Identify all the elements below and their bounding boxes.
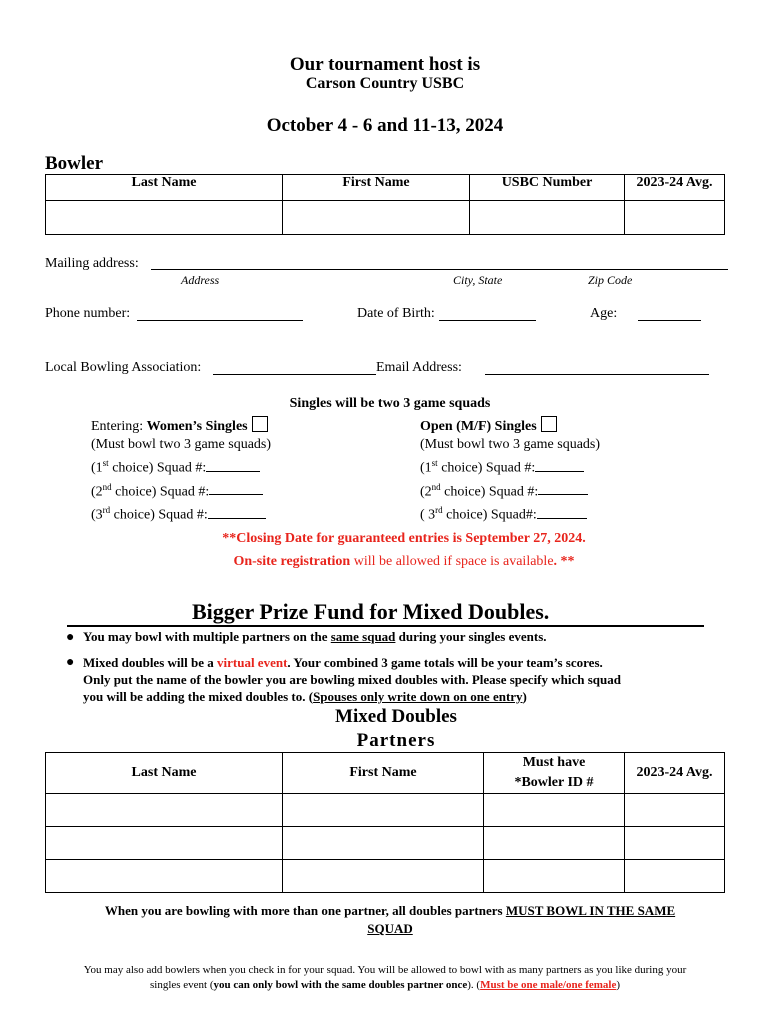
address-sublabel: Address <box>181 273 220 287</box>
open-choice-3-label: choice) Squad#: <box>446 507 537 523</box>
lba-label: Local Bowling Association: <box>45 360 202 375</box>
partner-average-field[interactable] <box>625 827 725 860</box>
table-row <box>46 827 725 860</box>
closing-date: **Closing Date for guaranteed entries is September 27, 2024. <box>222 531 586 546</box>
bullet-icon: ● <box>66 655 75 670</box>
womens-choice-2-label: choice) Squad #: <box>115 484 210 500</box>
ordinal-suffix: rd <box>102 505 111 516</box>
col-usbc-number: USBC Number <box>470 175 625 201</box>
footer-note-text: singles event ( <box>149 979 214 991</box>
bullet2-text-b: . Your combined 3 game totals will be your team’s scores. <box>287 655 603 670</box>
womens-note: (Must bowl two 3 game squads) <box>91 437 272 452</box>
table-row <box>46 794 725 827</box>
doubles-table <box>45 752 725 893</box>
open-choice-1-label: choice) Squad #: <box>441 460 536 476</box>
partner-first-name-field[interactable] <box>283 860 484 893</box>
partner-bowler-id-field[interactable] <box>484 860 625 893</box>
partner-average-field[interactable] <box>625 860 725 893</box>
open-choice-2-field[interactable] <box>538 494 588 495</box>
footer-note-line-1: You may also add bowlers when you check in for your squad. You will be allowed to bowl with as many partners as you like during your <box>83 964 687 976</box>
partners-title: Partners <box>356 730 436 751</box>
womens-singles-title: Women’s Singles <box>146 419 248 434</box>
same-squad-warning <box>20 902 760 938</box>
doubles-col-first-name: First Name <box>283 753 484 794</box>
singles-heading: Singles will be two 3 game squads <box>289 396 491 411</box>
ordinal: 3 <box>95 507 103 523</box>
host-name: Carson Country USBC <box>305 75 465 92</box>
ordinal-suffix: rd <box>435 505 443 516</box>
email-field[interactable] <box>485 374 709 375</box>
prize-fund-title: Bigger Prize Fund for Mixed Doubles. <box>192 599 550 624</box>
open-note: (Must bowl two 3 game squads) <box>420 437 601 452</box>
col-average: 2023-24 Avg. <box>625 175 725 201</box>
warning-text: When you are bowling with more than one partner, all doubles partners <box>104 903 506 918</box>
ordinal: 3 <box>428 507 436 523</box>
footer-note <box>10 963 760 993</box>
doubles-col-bowler-id <box>484 753 625 794</box>
open-choice-3-field[interactable] <box>537 518 587 519</box>
phone-label: Phone number: <box>45 306 131 321</box>
tournament-dates: October 4 - 6 and 11-13, 2024 <box>266 115 504 136</box>
bullet2-line-2: Only put the name of the bowler you are bowling mixed doubles with. Please specify which squad <box>83 672 621 687</box>
womens-singles-block: Entering: Women’s Singles (Must bowl two 3 game squads) (1st choice) Squad #: (2nd choice) Squad #: (3rd choice) Squad #: <box>91 416 271 525</box>
doubles-col-last-name: Last Name <box>46 753 283 794</box>
footer-note-red: Must be one male/one female <box>480 979 617 991</box>
womens-choice-1-label: choice) Squad #: <box>112 460 207 476</box>
womens-choice-3-field[interactable] <box>208 518 266 519</box>
partner-last-name-field[interactable] <box>46 794 283 827</box>
bullet-icon: ● <box>66 630 75 645</box>
ordinal-suffix: st <box>431 458 438 468</box>
onsite-registration-bold: On-site registration <box>233 554 351 569</box>
bullet1-text-b: during your singles events. <box>395 629 547 644</box>
womens-choice-3-label: choice) Squad #: <box>113 507 208 523</box>
womens-singles-checkbox[interactable] <box>252 416 268 432</box>
partner-last-name-field[interactable] <box>46 860 283 893</box>
womens-choice-1-field[interactable] <box>206 471 260 472</box>
ordinal: 2 <box>424 484 432 500</box>
lba-field[interactable] <box>213 374 376 375</box>
open-choice-1-field[interactable] <box>535 471 584 472</box>
usbc-number-field[interactable] <box>470 201 625 235</box>
bullet-multiple-partners <box>83 629 547 645</box>
open-singles-title: Open (M/F) Singles <box>420 419 537 434</box>
warning-underline-2: SQUAD <box>367 921 413 936</box>
bowler-table <box>45 174 725 235</box>
zip-sublabel: Zip Code <box>588 273 633 287</box>
partner-average-field[interactable] <box>625 794 725 827</box>
col-last-name: Last Name <box>46 175 283 201</box>
bullet-virtual-event <box>83 654 723 705</box>
womens-choice-2-field[interactable] <box>209 494 263 495</box>
partner-bowler-id-field[interactable] <box>484 794 625 827</box>
bullet2-line-3b: ) <box>522 689 527 704</box>
ordinal-suffix: nd <box>102 481 112 492</box>
partner-last-name-field[interactable] <box>46 827 283 860</box>
ordinal: 1 <box>95 460 103 476</box>
dob-field[interactable] <box>439 320 536 321</box>
bowler-id-line-1: Must have <box>522 755 586 770</box>
last-name-field[interactable] <box>46 201 283 235</box>
onsite-registration-end: . ** <box>553 554 575 569</box>
phone-field[interactable] <box>137 320 303 321</box>
bullet2-line-3a: you will be adding the mixed doubles to. ( <box>83 689 314 704</box>
doubles-col-average: 2023-24 Avg. <box>625 753 725 794</box>
mailing-address-label: Mailing address: <box>45 256 139 271</box>
mixed-doubles-title: Mixed Doubles <box>335 706 457 727</box>
email-label: Email Address: <box>376 360 462 375</box>
city-state-sublabel: City, State <box>453 273 503 287</box>
average-field[interactable] <box>625 201 725 235</box>
ordinal-suffix: nd <box>431 481 441 492</box>
age-label: Age: <box>590 306 618 321</box>
partner-first-name-field[interactable] <box>283 827 484 860</box>
open-singles-block: Open (M/F) Singles (Must bowl two 3 game squads) (1st choice) Squad #: (2nd choice) Squad #: ( 3rd choice) Squad#: <box>420 416 600 525</box>
age-field[interactable] <box>638 320 701 321</box>
bowler-heading: Bowler <box>45 153 104 174</box>
onsite-registration-text: will be allowed if space is available <box>350 554 554 569</box>
host-heading: Our tournament host is <box>289 54 481 75</box>
first-name-field[interactable] <box>283 201 470 235</box>
bullet1-underline: same squad <box>330 629 396 644</box>
virtual-event-highlight: virtual event <box>217 655 288 670</box>
open-singles-checkbox[interactable] <box>541 416 557 432</box>
partner-bowler-id-field[interactable] <box>484 827 625 860</box>
footer-note-text: ) <box>616 979 621 991</box>
open-choice-2-label: choice) Squad #: <box>444 484 539 500</box>
table-row <box>46 860 725 893</box>
divider <box>67 625 704 627</box>
ordinal-suffix: st <box>102 458 109 468</box>
bullet1-text-a: You may bowl with multiple partners on the <box>83 629 331 644</box>
spouses-note: Spouses only write down on one entry <box>313 689 523 704</box>
warning-underline-1: MUST BOWL IN THE SAME <box>505 903 676 918</box>
bowler-id-line-2: *Bowler ID # <box>514 775 594 790</box>
bullet2-text-a: Mixed doubles will be a <box>83 655 217 670</box>
footer-note-bold: you can only bowl with the same doubles partner once <box>213 979 468 991</box>
footer-note-text: ). ( <box>467 979 481 991</box>
ordinal: 1 <box>424 460 432 476</box>
mailing-address-field[interactable] <box>151 269 728 270</box>
partner-first-name-field[interactable] <box>283 794 484 827</box>
dob-label: Date of Birth: <box>357 306 435 321</box>
ordinal: 2 <box>95 484 103 500</box>
col-first-name: First Name <box>283 175 470 201</box>
entering-label: Entering: <box>91 419 144 434</box>
onsite-registration <box>0 554 770 570</box>
